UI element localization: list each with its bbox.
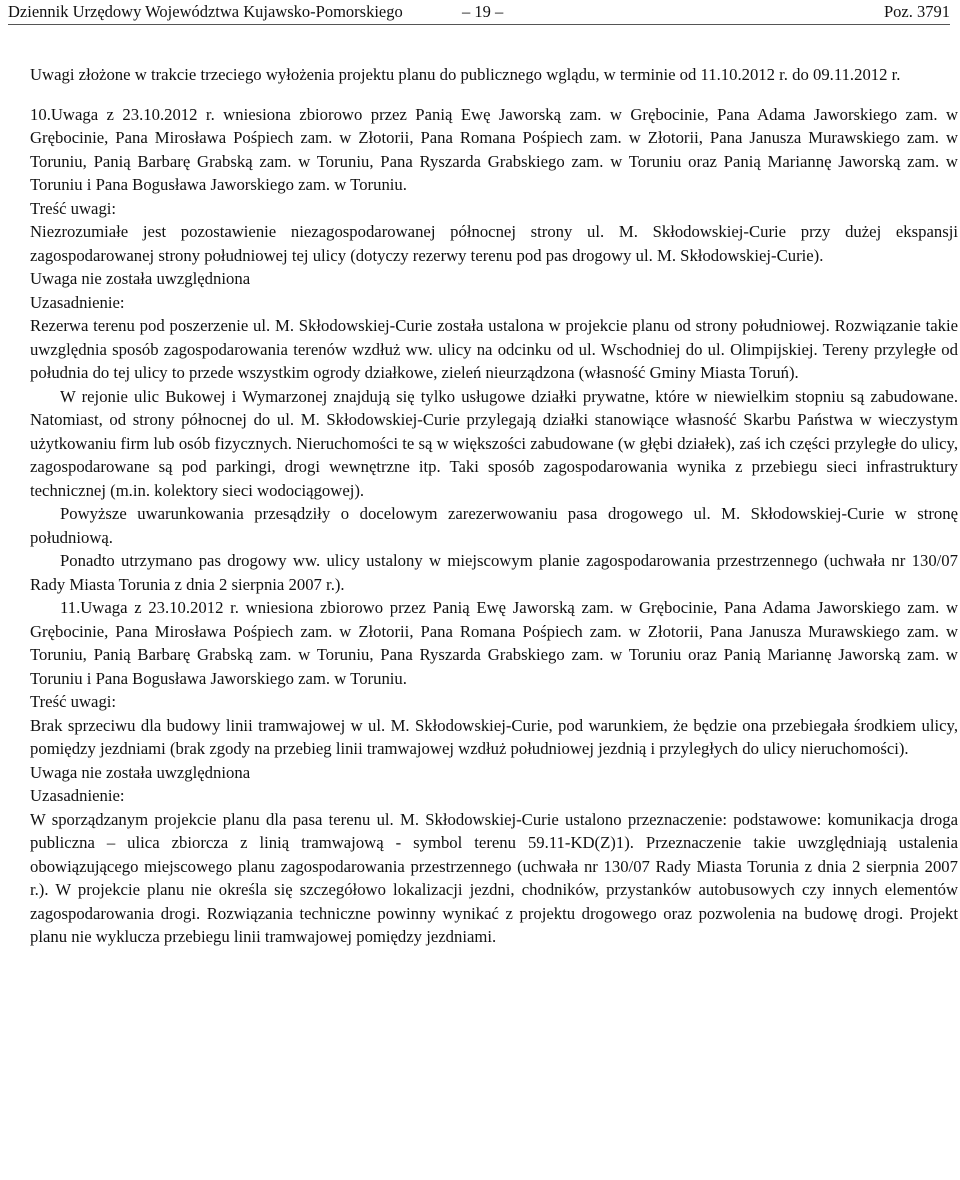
justification-paragraph: W rejonie ulic Bukowej i Wymarzonej znajdują się tylko usługowe działki prywatne, które w niewielkim stopniu są zabudowane. Natomiast, od strony północnej do ul. M. Skłodowskiej-Curie przylegają działki stanowiące własność Skarbu Państwa w wieczystym użytkowaniu firm lub osób fizycznych. Nieruchomości te są w większości zabudowane (w głębi działek), zaś ich części przyległe do ulicy, zagospodarowane są pod parkingi, drogi wewnętrzne itp. Taki sposób zagospodarowania wynika z przebiegu sieci infrastruktury technicznej (m.in. kolektory sieci wodociągowej). <box>30 386 958 500</box>
page-header <box>8 2 950 25</box>
page-number: – 19 – <box>462 2 504 21</box>
justification-label: Uzasadnienie: <box>30 292 125 312</box>
remark-content: Niezrozumiałe jest pozostawienie niezagospodarowanej północnej strony ul. M. Skłodowskiej-Curie przy dużej ekspansji zagospodarowanej strony południowej tej ulicy (dotyczy rezerwy terenu pod pas drogowy ul. M. Skłodowskiej-Curie). <box>30 222 958 265</box>
remark-status: Uwaga nie została uwzględniona <box>30 269 251 288</box>
section-intro: Uwagi złożone w trakcie trzeciego wyłożenia projektu planu do publicznego wglądu, w terminie od 11.10.2012 r. do 09.11.2012 r. <box>30 65 901 84</box>
position-number: Poz. 3791 <box>884 2 950 21</box>
justification-paragraph: Powyższe uwarunkowania przesądziły o docelowym zarezerwowaniu pasa drogowego ul. M. Skłodowskiej-Curie w stronę południową. <box>30 504 958 547</box>
remark-11-header: 11.Uwaga z 23.10.2012 r. wniesiona zbiorowo przez Panią Ewę Jaworską zam. w Grębocinie, Pana Adama Jaworskiego zam. w Grębocinie, Pana Mirosława Pośpiech zam. w Złotorii, Pana Romana Pośpiech zam. w Złotorii, Pana Janusza Murawskiego zam. w Toruniu, Panią Barbarę Grabską zam. w Toruniu, Pana Ryszarda Grabskiego zam. w Toruniu oraz Panią Mariannę Jaworską zam. w Toruniu i Pana Bogusława Jaworskiego zam. w Toruniu. <box>30 598 958 688</box>
remark-content-label: Treść uwagi: <box>30 692 117 711</box>
remark-status: Uwaga nie została uwzględniona <box>30 762 251 782</box>
justification-paragraph: Rezerwa terenu pod poszerzenie ul. M. Skłodowskiej-Curie została ustalona w projekcie planu od strony południowej. Rozwiązanie takie uwzględnia sposób zagospodarowania terenów wzdłuż ww. ulicy na odcinku od ul. Wschodniej do ul. Olimpijskiej. Tereny przyległe od południa do tej ulicy to przede wszystkim ogrody działkowe, zieleń nieurządzona (własność Gminy Miasta Toruń). <box>30 316 958 382</box>
remark-content: Brak sprzeciwu dla budowy linii tramwajowej w ul. M. Skłodowskiej-Curie, pod warunkiem, że będzie ona przebiegała środkiem ulicy, pomiędzy jezdniami (brak zgody na przebieg linii tramwajowej wzdłuż południowej jezdnią i przyległych do ulicy nieruchomości). <box>30 715 958 758</box>
document-body <box>30 63 958 949</box>
justification-paragraph: W sporządzanym projekcie planu dla pasa terenu ul. M. Skłodowskiej-Curie ustalono przeznaczenie: podstawowe: komunikacja droga publiczna – ulica zbiorcza z linią tramwajową - symbol terenu 59.11-KD(Z)1). Przeznaczenie takie uwzględniają ustalenia obowiązującego miejscowego planu zagospodarowania przestrzennego (uchwała nr 130/07 Rady Miasta Torunia z dnia 2 sierpnia 2007 r.). W projekcie planu nie określa się szczegółowo lokalizacji jezdni, chodników, przystanków autobusowych czy innych elementów zagospodarowania drogi. Rozwiązania techniczne powinny wynikać z projektu drogowego oraz pozwolenia na budowę drogi. Projekt planu nie wyklucza przebiegu linii tramwajowej pomiędzy jezdniami. <box>30 809 958 946</box>
justification-paragraph: Ponadto utrzymano pas drogowy ww. ulicy ustalony w miejscowym planie zagospodarowania przestrzennego (uchwała nr 130/07 Rady Miasta Torunia z dnia 2 sierpnia 2007 r.). <box>30 551 958 594</box>
justification-label: Uzasadnienie: <box>30 786 125 805</box>
remark-10-header: 10.Uwaga z 23.10.2012 r. wniesiona zbiorowo przez Panią Ewę Jaworską zam. w Grębocinie, Pana Adama Jaworskiego zam. w Grębocinie, Pana Mirosława Pośpiech zam. w Złotorii, Pana Romana Pośpiech zam. w Złotorii, Pana Janusza Murawskiego zam. w Toruniu, Panią Barbarę Grabską zam. w Toruniu, Pana Ryszarda Grabskiego zam. w Toruniu oraz Panią Mariannę Jaworską zam. w Toruniu i Pana Bogusława Jaworskiego zam. w Toruniu. <box>30 104 958 194</box>
remark-content-label: Treść uwagi: <box>30 198 117 218</box>
journal-title: Dziennik Urzędowy Województwa Kujawsko-Pomorskiego <box>8 2 403 21</box>
